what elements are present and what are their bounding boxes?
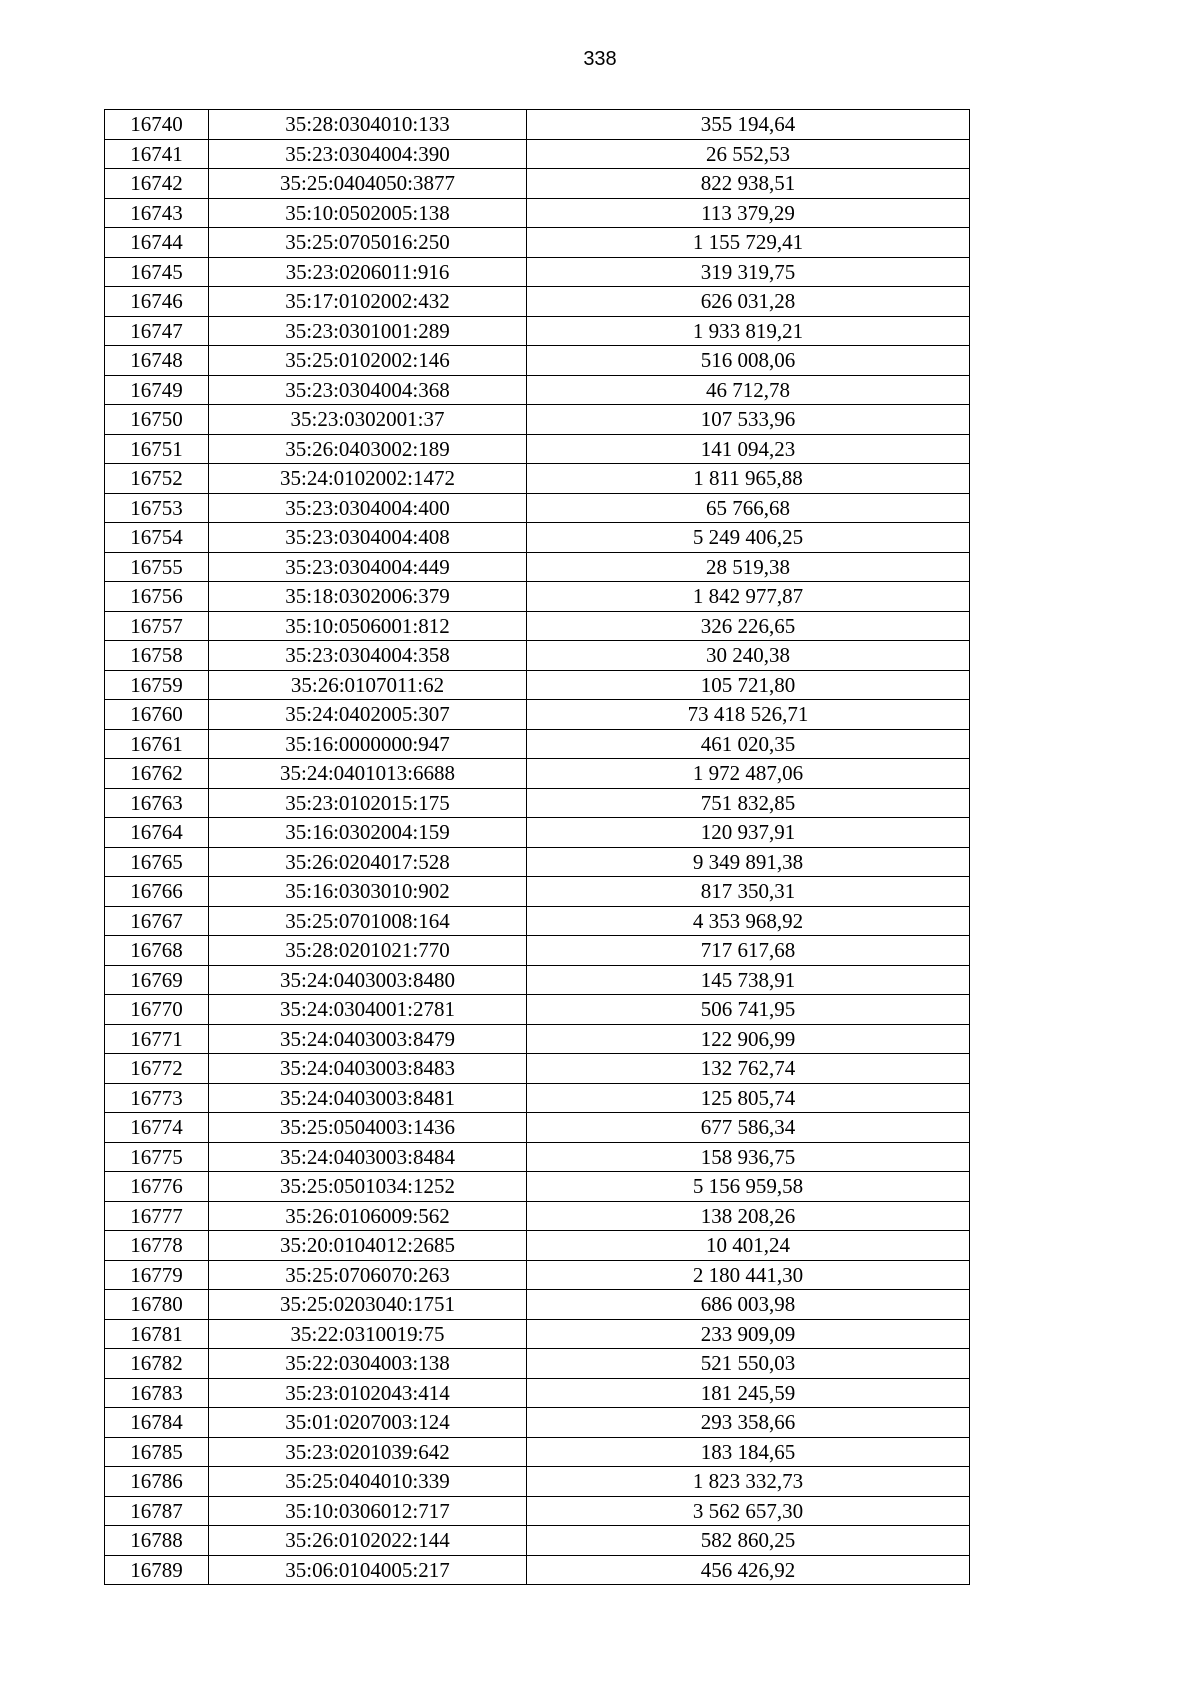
row-number-cell: 16769 (105, 965, 209, 995)
row-number-cell: 16782 (105, 1349, 209, 1379)
cadastral-number-cell: 35:26:0107011:62 (209, 670, 527, 700)
cadastral-value-cell: 2 180 441,30 (527, 1260, 970, 1290)
row-number-cell: 16779 (105, 1260, 209, 1290)
row-number-cell: 16770 (105, 995, 209, 1025)
table-row (105, 257, 970, 287)
table-row (105, 877, 970, 907)
table-row (105, 552, 970, 582)
cadastral-number-cell: 35:24:0403003:8483 (209, 1054, 527, 1084)
row-number-cell: 16785 (105, 1437, 209, 1467)
table-row (105, 1083, 970, 1113)
cadastral-value-cell: 4 353 968,92 (527, 906, 970, 936)
cadastral-number-cell: 35:23:0102015:175 (209, 788, 527, 818)
table-row (105, 641, 970, 671)
row-number-cell: 16754 (105, 523, 209, 553)
cadastral-number-cell: 35:17:0102002:432 (209, 287, 527, 317)
cadastral-value-cell: 3 562 657,30 (527, 1496, 970, 1526)
cadastral-number-cell: 35:26:0204017:528 (209, 847, 527, 877)
cadastral-number-cell: 35:23:0304004:390 (209, 139, 527, 169)
cadastral-value-cell: 125 805,74 (527, 1083, 970, 1113)
table-row (105, 1555, 970, 1585)
table-row (105, 1496, 970, 1526)
cadastral-value-cell: 817 350,31 (527, 877, 970, 907)
cadastral-value-cell: 28 519,38 (527, 552, 970, 582)
table-body (105, 110, 970, 1585)
cadastral-number-cell: 35:24:0304001:2781 (209, 995, 527, 1025)
cadastral-value-table (104, 109, 970, 1585)
table-row (105, 847, 970, 877)
cadastral-value-cell: 233 909,09 (527, 1319, 970, 1349)
cadastral-value-cell: 145 738,91 (527, 965, 970, 995)
cadastral-number-cell: 35:25:0504003:1436 (209, 1113, 527, 1143)
cadastral-number-cell: 35:28:0201021:770 (209, 936, 527, 966)
cadastral-value-cell: 30 240,38 (527, 641, 970, 671)
cadastral-value-cell: 132 762,74 (527, 1054, 970, 1084)
row-number-cell: 16753 (105, 493, 209, 523)
row-number-cell: 16758 (105, 641, 209, 671)
cadastral-value-cell: 5 156 959,58 (527, 1172, 970, 1202)
table-row (105, 198, 970, 228)
cadastral-number-cell: 35:28:0304010:133 (209, 110, 527, 140)
table-row (105, 582, 970, 612)
row-number-cell: 16755 (105, 552, 209, 582)
cadastral-value-cell: 456 426,92 (527, 1555, 970, 1585)
row-number-cell: 16747 (105, 316, 209, 346)
cadastral-value-cell: 506 741,95 (527, 995, 970, 1025)
cadastral-number-cell: 35:23:0304004:368 (209, 375, 527, 405)
cadastral-value-cell: 1 972 487,06 (527, 759, 970, 789)
cadastral-number-cell: 35:23:0102043:414 (209, 1378, 527, 1408)
table-row (105, 936, 970, 966)
cadastral-value-cell: 73 418 526,71 (527, 700, 970, 730)
row-number-cell: 16786 (105, 1467, 209, 1497)
row-number-cell: 16761 (105, 729, 209, 759)
row-number-cell: 16745 (105, 257, 209, 287)
cadastral-number-cell: 35:10:0306012:717 (209, 1496, 527, 1526)
table-row (105, 1437, 970, 1467)
cadastral-number-cell: 35:24:0403003:8484 (209, 1142, 527, 1172)
table-row (105, 1260, 970, 1290)
cadastral-value-cell: 120 937,91 (527, 818, 970, 848)
cadastral-value-cell: 822 938,51 (527, 169, 970, 199)
cadastral-number-cell: 35:18:0302006:379 (209, 582, 527, 612)
row-number-cell: 16740 (105, 110, 209, 140)
cadastral-number-cell: 35:24:0102002:1472 (209, 464, 527, 494)
table-row (105, 818, 970, 848)
table-row (105, 316, 970, 346)
cadastral-number-cell: 35:01:0207003:124 (209, 1408, 527, 1438)
cadastral-number-cell: 35:06:0104005:217 (209, 1555, 527, 1585)
row-number-cell: 16744 (105, 228, 209, 258)
cadastral-value-cell: 751 832,85 (527, 788, 970, 818)
cadastral-value-cell: 461 020,35 (527, 729, 970, 759)
row-number-cell: 16767 (105, 906, 209, 936)
cadastral-number-cell: 35:24:0403003:8481 (209, 1083, 527, 1113)
cadastral-number-cell: 35:26:0102022:144 (209, 1526, 527, 1556)
cadastral-value-cell: 141 094,23 (527, 434, 970, 464)
cadastral-number-cell: 35:24:0403003:8480 (209, 965, 527, 995)
cadastral-number-cell: 35:22:0304003:138 (209, 1349, 527, 1379)
table-row (105, 1054, 970, 1084)
cadastral-number-cell: 35:10:0506001:812 (209, 611, 527, 641)
cadastral-number-cell: 35:22:0310019:75 (209, 1319, 527, 1349)
cadastral-value-cell: 107 533,96 (527, 405, 970, 435)
row-number-cell: 16775 (105, 1142, 209, 1172)
row-number-cell: 16781 (105, 1319, 209, 1349)
cadastral-value-cell: 582 860,25 (527, 1526, 970, 1556)
row-number-cell: 16752 (105, 464, 209, 494)
row-number-cell: 16762 (105, 759, 209, 789)
row-number-cell: 16760 (105, 700, 209, 730)
cadastral-number-cell: 35:25:0705016:250 (209, 228, 527, 258)
cadastral-value-cell: 5 249 406,25 (527, 523, 970, 553)
cadastral-value-cell: 46 712,78 (527, 375, 970, 405)
row-number-cell: 16771 (105, 1024, 209, 1054)
table-row (105, 1142, 970, 1172)
table-row (105, 1378, 970, 1408)
table-row (105, 788, 970, 818)
cadastral-number-cell: 35:23:0304004:408 (209, 523, 527, 553)
cadastral-value-cell: 9 349 891,38 (527, 847, 970, 877)
cadastral-value-cell: 65 766,68 (527, 493, 970, 523)
row-number-cell: 16776 (105, 1172, 209, 1202)
cadastral-number-cell: 35:20:0104012:2685 (209, 1231, 527, 1261)
row-number-cell: 16765 (105, 847, 209, 877)
table-row (105, 287, 970, 317)
cadastral-number-cell: 35:23:0304004:358 (209, 641, 527, 671)
cadastral-value-cell: 355 194,64 (527, 110, 970, 140)
cadastral-value-cell: 138 208,26 (527, 1201, 970, 1231)
table-row (105, 493, 970, 523)
row-number-cell: 16778 (105, 1231, 209, 1261)
row-number-cell: 16772 (105, 1054, 209, 1084)
table-row (105, 464, 970, 494)
cadastral-value-cell: 1 842 977,87 (527, 582, 970, 612)
cadastral-number-cell: 35:16:0303010:902 (209, 877, 527, 907)
row-number-cell: 16763 (105, 788, 209, 818)
table-row (105, 611, 970, 641)
table-row (105, 1231, 970, 1261)
cadastral-value-cell: 686 003,98 (527, 1290, 970, 1320)
table-row (105, 375, 970, 405)
row-number-cell: 16783 (105, 1378, 209, 1408)
cadastral-number-cell: 35:23:0304004:449 (209, 552, 527, 582)
cadastral-number-cell: 35:25:0203040:1751 (209, 1290, 527, 1320)
cadastral-number-cell: 35:23:0304004:400 (209, 493, 527, 523)
row-number-cell: 16784 (105, 1408, 209, 1438)
table-row (105, 729, 970, 759)
cadastral-number-cell: 35:25:0501034:1252 (209, 1172, 527, 1202)
cadastral-value-cell: 105 721,80 (527, 670, 970, 700)
cadastral-number-cell: 35:23:0302001:37 (209, 405, 527, 435)
row-number-cell: 16780 (105, 1290, 209, 1320)
row-number-cell: 16746 (105, 287, 209, 317)
cadastral-number-cell: 35:25:0102002:146 (209, 346, 527, 376)
table-row (105, 169, 970, 199)
cadastral-value-cell: 1 823 332,73 (527, 1467, 970, 1497)
cadastral-value-cell: 326 226,65 (527, 611, 970, 641)
table-row (105, 1024, 970, 1054)
cadastral-number-cell: 35:23:0206011:916 (209, 257, 527, 287)
row-number-cell: 16766 (105, 877, 209, 907)
row-number-cell: 16751 (105, 434, 209, 464)
row-number-cell: 16787 (105, 1496, 209, 1526)
table-row (105, 965, 970, 995)
cadastral-value-cell: 1 155 729,41 (527, 228, 970, 258)
table-row (105, 1201, 970, 1231)
row-number-cell: 16756 (105, 582, 209, 612)
row-number-cell: 16750 (105, 405, 209, 435)
row-number-cell: 16768 (105, 936, 209, 966)
row-number-cell: 16743 (105, 198, 209, 228)
cadastral-value-cell: 319 319,75 (527, 257, 970, 287)
row-number-cell: 16749 (105, 375, 209, 405)
cadastral-number-cell: 35:25:0701008:164 (209, 906, 527, 936)
table-row (105, 1467, 970, 1497)
table-row (105, 1113, 970, 1143)
row-number-cell: 16789 (105, 1555, 209, 1585)
cadastral-value-cell: 26 552,53 (527, 139, 970, 169)
table-row (105, 1319, 970, 1349)
cadastral-value-cell: 183 184,65 (527, 1437, 970, 1467)
row-number-cell: 16774 (105, 1113, 209, 1143)
cadastral-number-cell: 35:25:0404010:339 (209, 1467, 527, 1497)
table-row (105, 1290, 970, 1320)
cadastral-value-cell: 293 358,66 (527, 1408, 970, 1438)
cadastral-value-cell: 1 933 819,21 (527, 316, 970, 346)
row-number-cell: 16773 (105, 1083, 209, 1113)
cadastral-value-cell: 626 031,28 (527, 287, 970, 317)
row-number-cell: 16764 (105, 818, 209, 848)
table-row (105, 995, 970, 1025)
row-number-cell: 16742 (105, 169, 209, 199)
table-row (105, 1408, 970, 1438)
cadastral-value-cell: 516 008,06 (527, 346, 970, 376)
table-row (105, 434, 970, 464)
cadastral-number-cell: 35:24:0402005:307 (209, 700, 527, 730)
cadastral-number-cell: 35:10:0502005:138 (209, 198, 527, 228)
cadastral-number-cell: 35:16:0302004:159 (209, 818, 527, 848)
cadastral-value-cell: 1 811 965,88 (527, 464, 970, 494)
cadastral-number-cell: 35:26:0106009:562 (209, 1201, 527, 1231)
row-number-cell: 16777 (105, 1201, 209, 1231)
cadastral-value-cell: 158 936,75 (527, 1142, 970, 1172)
table-row (105, 700, 970, 730)
table-row (105, 1526, 970, 1556)
page-number: 338 (583, 48, 617, 70)
row-number-cell: 16741 (105, 139, 209, 169)
table-row (105, 759, 970, 789)
cadastral-value-cell: 10 401,24 (527, 1231, 970, 1261)
cadastral-number-cell: 35:16:0000000:947 (209, 729, 527, 759)
cadastral-number-cell: 35:26:0403002:189 (209, 434, 527, 464)
row-number-cell: 16757 (105, 611, 209, 641)
cadastral-number-cell: 35:24:0403003:8479 (209, 1024, 527, 1054)
cadastral-number-cell: 35:23:0201039:642 (209, 1437, 527, 1467)
cadastral-value-cell: 717 617,68 (527, 936, 970, 966)
row-number-cell: 16748 (105, 346, 209, 376)
row-number-cell: 16788 (105, 1526, 209, 1556)
table-row (105, 906, 970, 936)
cadastral-number-cell: 35:25:0706070:263 (209, 1260, 527, 1290)
cadastral-number-cell: 35:25:0404050:3877 (209, 169, 527, 199)
cadastral-value-cell: 113 379,29 (527, 198, 970, 228)
cadastral-number-cell: 35:24:0401013:6688 (209, 759, 527, 789)
table-row (105, 228, 970, 258)
table-row (105, 523, 970, 553)
cadastral-value-cell: 677 586,34 (527, 1113, 970, 1143)
cadastral-value-cell: 122 906,99 (527, 1024, 970, 1054)
table-row (105, 346, 970, 376)
cadastral-number-cell: 35:23:0301001:289 (209, 316, 527, 346)
row-number-cell: 16759 (105, 670, 209, 700)
cadastral-value-cell: 181 245,59 (527, 1378, 970, 1408)
table-row (105, 1349, 970, 1379)
table-row (105, 110, 970, 140)
table-row (105, 405, 970, 435)
cadastral-value-cell: 521 550,03 (527, 1349, 970, 1379)
table-row (105, 139, 970, 169)
table-row (105, 670, 970, 700)
table-row (105, 1172, 970, 1202)
